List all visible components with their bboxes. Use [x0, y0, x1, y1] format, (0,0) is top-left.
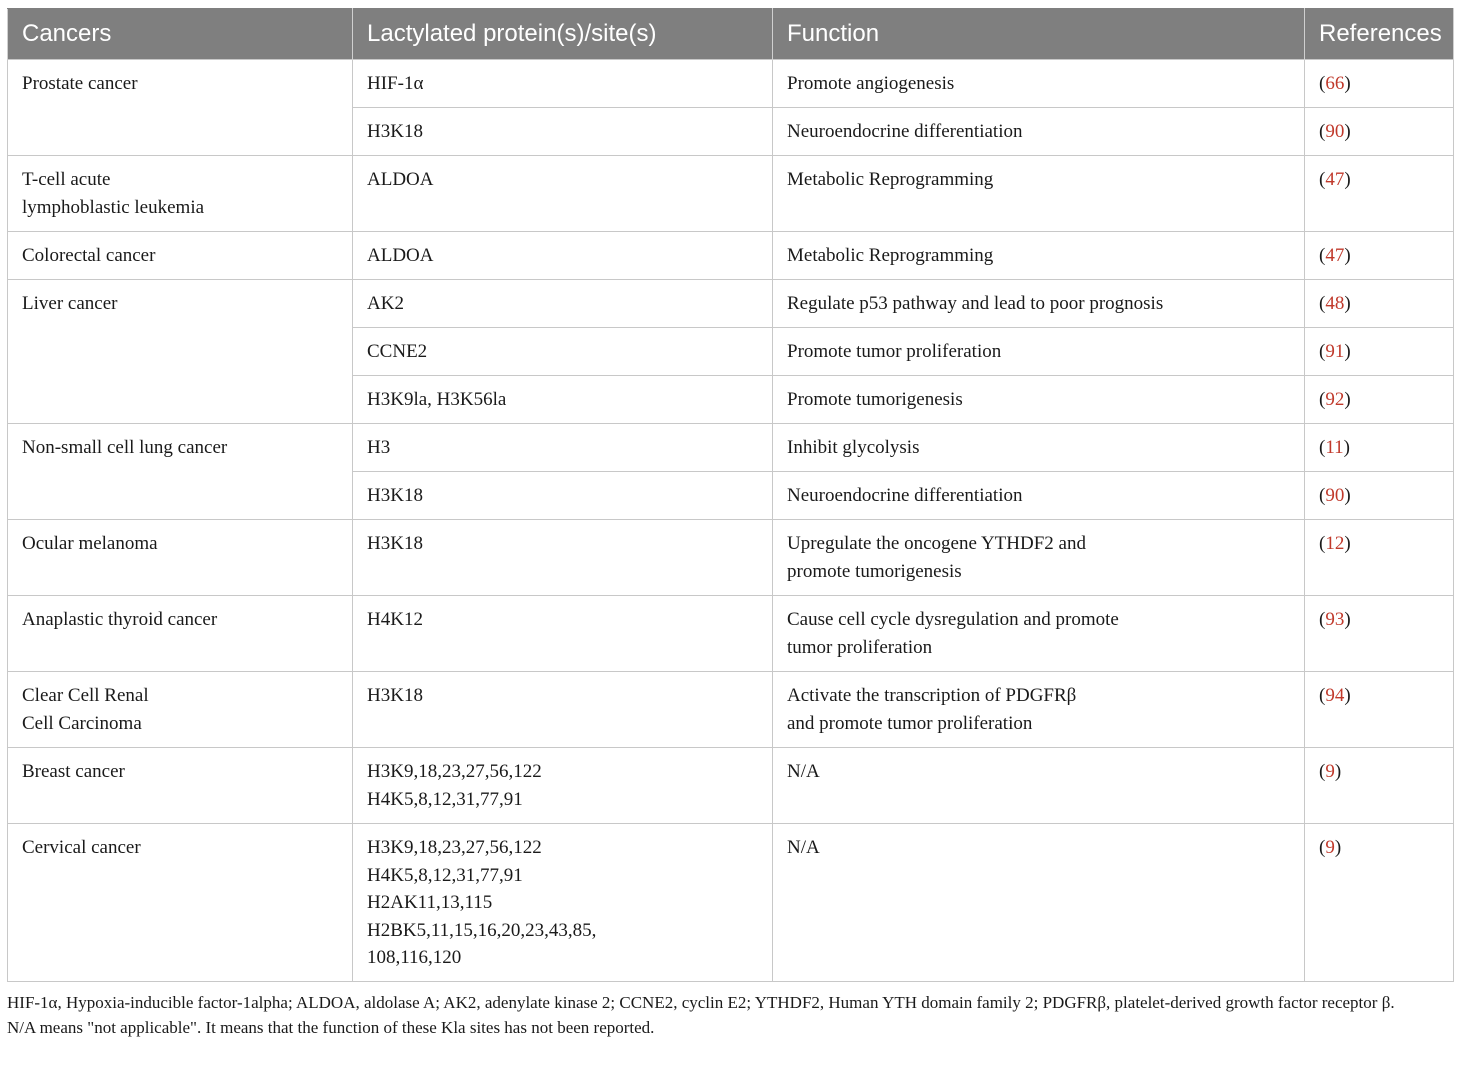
cell-reference: (47): [1305, 232, 1454, 280]
reference-link[interactable]: 47: [1325, 245, 1345, 266]
cell-protein-site: [353, 60, 773, 108]
cell-protein-site-text: H3K9la, H3K56la: [367, 389, 507, 410]
table-row: [8, 520, 1454, 596]
cell-cancer: [8, 472, 353, 520]
cell-function-text: Neuroendocrine differentiation: [787, 485, 1023, 506]
cell-function: [773, 232, 1305, 280]
cell-function: [773, 60, 1305, 108]
cell-cancer-text: Prostate cancer: [22, 73, 138, 94]
cell-protein-site-text: H3K18: [367, 121, 423, 142]
cell-function: [773, 596, 1305, 672]
reference-link[interactable]: 9: [1325, 761, 1335, 782]
cell-cancer: [8, 60, 353, 108]
cell-reference: (9): [1305, 748, 1454, 824]
reference-link[interactable]: 12: [1325, 533, 1345, 554]
cell-function-text: Cause cell cycle dysregulation and promote tumor proliferation: [787, 609, 1119, 658]
table-footnotes: [7, 990, 1453, 1040]
cell-protein-site-text: H3K18: [367, 485, 423, 506]
cell-reference: (93): [1305, 596, 1454, 672]
header-references: References: [1305, 9, 1454, 60]
cell-protein-site-text: AK2: [367, 293, 404, 314]
cell-function-text: Promote tumorigenesis: [787, 389, 963, 410]
cell-cancer: [8, 280, 353, 328]
cell-reference: (66): [1305, 60, 1454, 108]
table-row: [8, 472, 1454, 520]
cell-cancer: [8, 328, 353, 376]
cell-cancer: [8, 596, 353, 672]
cell-cancer-text: Liver cancer: [22, 293, 118, 314]
cell-protein-site: [353, 520, 773, 596]
cell-protein-site-text: CCNE2: [367, 341, 428, 362]
reference-link[interactable]: 11: [1325, 437, 1344, 458]
header-protein-sites: Lactylated protein(s)/site(s): [353, 9, 773, 60]
cell-protein-site: [353, 596, 773, 672]
table-row: [8, 60, 1454, 108]
cell-cancer: [8, 424, 353, 472]
cell-protein-site: [353, 376, 773, 424]
cell-function-text: Neuroendocrine differentiation: [787, 121, 1023, 142]
cancer-lactylation-table: [7, 8, 1454, 982]
cell-reference: (94): [1305, 672, 1454, 748]
reference-link[interactable]: 93: [1325, 609, 1345, 630]
cell-function: [773, 672, 1305, 748]
header-row: [8, 9, 1454, 60]
cell-cancer: [8, 232, 353, 280]
cell-cancer-text: Cervical cancer: [22, 837, 141, 858]
cell-protein-site: [353, 672, 773, 748]
cell-cancer-text: Non-small cell lung cancer: [22, 437, 228, 458]
cell-cancer: [8, 748, 353, 824]
table-row: [8, 748, 1454, 824]
table-row: [8, 596, 1454, 672]
cell-protein-site-text: H3K18: [367, 685, 423, 706]
cell-function-text: Upregulate the oncogene YTHDF2 and promote tumorigenesis: [787, 533, 1086, 582]
cell-function-text: Metabolic Reprogramming: [787, 169, 994, 190]
cell-reference: (92): [1305, 376, 1454, 424]
reference-link[interactable]: 48: [1325, 293, 1345, 314]
table-row: [8, 108, 1454, 156]
cell-function-text: N/A: [787, 837, 820, 858]
cell-cancer-text: Clear Cell Renal Cell Carcinoma: [22, 685, 149, 734]
cell-protein-site-text: H3K9,18,23,27,56,122 H4K5,8,12,31,77,91 H2AK11,13,115 H2BK5,11,15,16,20,23,43,85, 108,116,120: [367, 837, 597, 968]
reference-link[interactable]: 90: [1325, 121, 1345, 142]
cell-protein-site-text: ALDOA: [367, 169, 434, 190]
reference-link[interactable]: 9: [1325, 837, 1335, 858]
cell-protein-site: [353, 824, 773, 982]
table-row: [8, 156, 1454, 232]
cell-reference: (90): [1305, 108, 1454, 156]
cell-function: [773, 472, 1305, 520]
cell-function: [773, 824, 1305, 982]
cell-function-text: Activate the transcription of PDGFRβ and promote tumor proliferation: [787, 685, 1077, 734]
table-row: [8, 424, 1454, 472]
header-cancers: Cancers: [8, 9, 353, 60]
cell-function-text: Promote angiogenesis: [787, 73, 955, 94]
cell-protein-site: [353, 280, 773, 328]
cell-function-text: Metabolic Reprogramming: [787, 245, 994, 266]
cell-protein-site-text: H4K12: [367, 609, 423, 630]
table-row: [8, 232, 1454, 280]
table-row: [8, 376, 1454, 424]
cell-function-text: Inhibit glycolysis: [787, 437, 920, 458]
cell-cancer: [8, 376, 353, 424]
cell-protein-site: [353, 748, 773, 824]
cell-function: [773, 424, 1305, 472]
cell-cancer-text: Ocular melanoma: [22, 533, 158, 554]
cell-cancer: [8, 520, 353, 596]
cell-cancer: [8, 108, 353, 156]
cell-cancer: [8, 156, 353, 232]
cell-reference: (91): [1305, 328, 1454, 376]
cell-protein-site: [353, 108, 773, 156]
cell-protein-site-text: HIF-1α: [367, 73, 424, 94]
reference-link[interactable]: 47: [1325, 169, 1345, 190]
table-row: [8, 824, 1454, 982]
cell-cancer-text: Anaplastic thyroid cancer: [22, 609, 218, 630]
cell-reference: (47): [1305, 156, 1454, 232]
cell-protein-site-text: H3K18: [367, 533, 423, 554]
cell-function-text: Regulate p53 pathway and lead to poor prognosis: [787, 293, 1164, 314]
cell-protein-site: [353, 472, 773, 520]
reference-link[interactable]: 90: [1325, 485, 1345, 506]
header-function: Function: [773, 9, 1305, 60]
table-row: [8, 280, 1454, 328]
cell-reference: (11): [1305, 424, 1454, 472]
table-row: [8, 328, 1454, 376]
cell-function-text: N/A: [787, 761, 820, 782]
cell-function: [773, 520, 1305, 596]
table-row: [8, 672, 1454, 748]
reference-link[interactable]: 66: [1325, 73, 1345, 94]
footnote-na: N/A means "not applicable". It means that the function of these Kla sites has not been reported.: [7, 1018, 655, 1037]
cell-reference: (12): [1305, 520, 1454, 596]
cell-function: [773, 748, 1305, 824]
cell-protein-site-text: H3K9,18,23,27,56,122 H4K5,8,12,31,77,91: [367, 761, 542, 810]
cell-protein-site-text: H3: [367, 437, 391, 458]
cell-function: [773, 328, 1305, 376]
cell-protein-site: [353, 232, 773, 280]
reference-link[interactable]: 94: [1325, 685, 1345, 706]
cell-function-text: Promote tumor proliferation: [787, 341, 1002, 362]
cell-function: [773, 376, 1305, 424]
cell-protein-site: [353, 156, 773, 232]
cell-function: [773, 280, 1305, 328]
cell-cancer-text: Breast cancer: [22, 761, 125, 782]
cell-cancer-text: T-cell acute lymphoblastic leukemia: [22, 169, 205, 218]
cell-cancer: [8, 672, 353, 748]
cell-reference: (9): [1305, 824, 1454, 982]
cell-function: [773, 108, 1305, 156]
cell-cancer: [8, 824, 353, 982]
cell-cancer-text: Colorectal cancer: [22, 245, 156, 266]
reference-link[interactable]: 92: [1325, 389, 1345, 410]
cell-reference: (90): [1305, 472, 1454, 520]
cell-protein-site: [353, 328, 773, 376]
reference-link[interactable]: 91: [1325, 341, 1345, 362]
cell-reference: (48): [1305, 280, 1454, 328]
footnote-abbreviations: HIF-1α, Hypoxia-inducible factor-1alpha; ALDOA, aldolase A; AK2, adenylate kinase 2; CCNE2, cyclin E2; YTHDF2, Human YTH domain family 2; PDGFRβ, platelet-derived growth factor receptor β.: [7, 993, 1395, 1012]
cell-protein-site: [353, 424, 773, 472]
cell-protein-site-text: ALDOA: [367, 245, 434, 266]
cell-function: [773, 156, 1305, 232]
